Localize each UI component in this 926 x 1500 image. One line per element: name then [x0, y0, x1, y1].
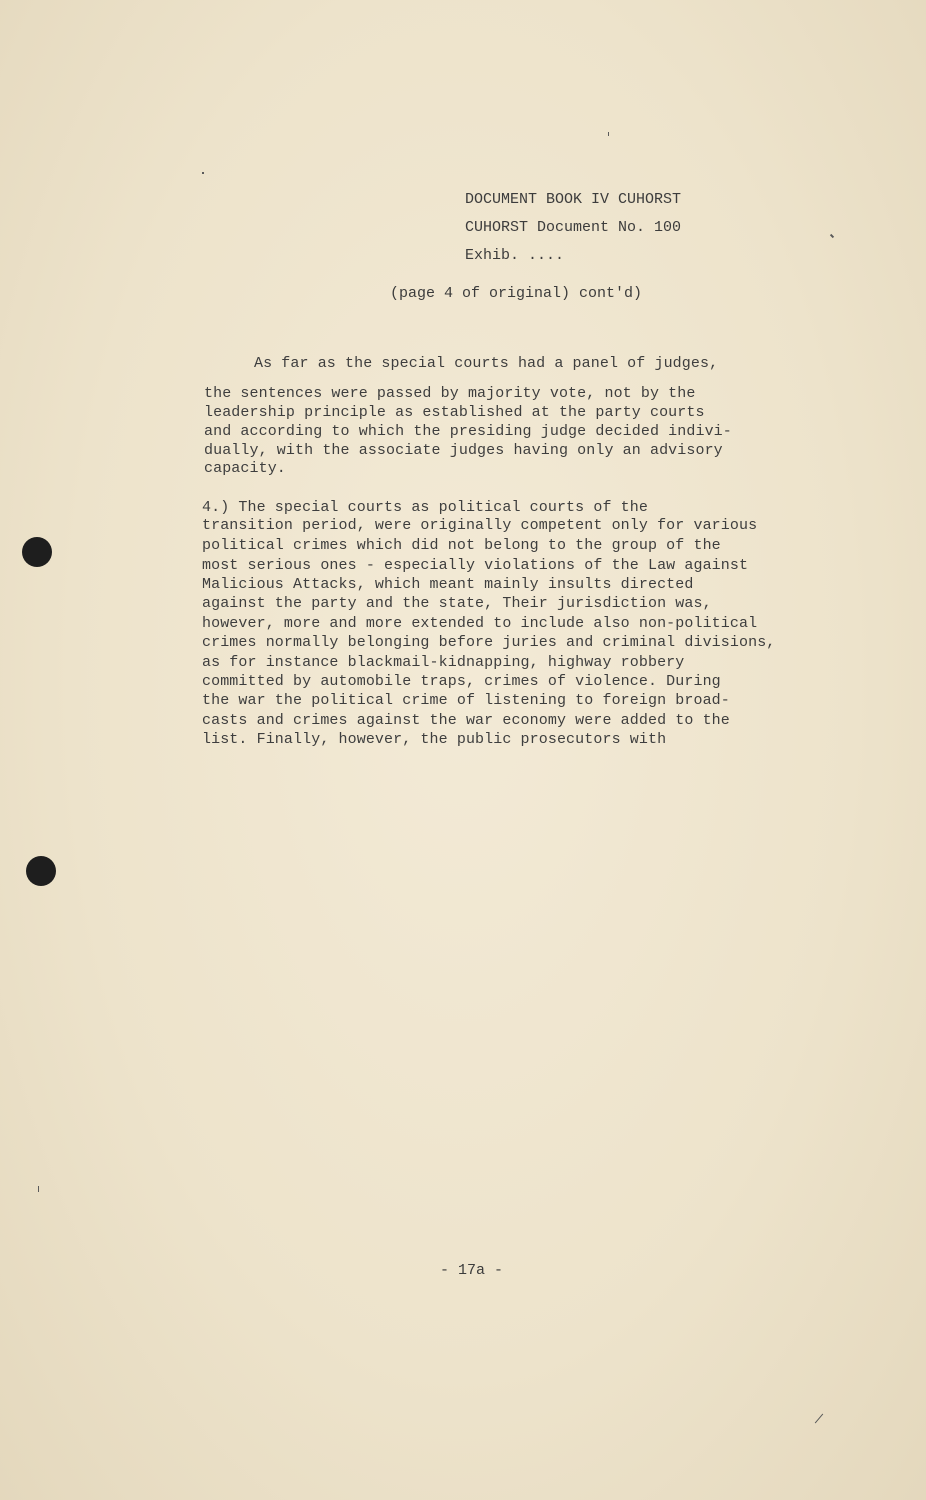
paragraph2-line: political crimes which did not belong to the group of the — [202, 537, 721, 554]
paragraph2-line: transition period, were originally competent only for various — [202, 517, 758, 534]
paragraph1-line: and according to which the presiding judge decided indivi- — [204, 423, 732, 440]
paragraph2-line: committed by automobile traps, crimes of violence. During — [202, 673, 721, 690]
page-continuation-note: (page 4 of original) cont'd) — [390, 285, 643, 302]
paragraph2-line: however, more and more extended to include also non-political — [202, 615, 758, 632]
paragraph2-line: as for instance blackmail-kidnapping, highway robbery — [202, 654, 685, 671]
paragraph1-line: As far as the special courts had a panel of judges, — [254, 355, 719, 372]
page-number: - 17a - — [440, 1262, 504, 1279]
paragraph2-line: the war the political crime of listening to foreign broad- — [202, 692, 730, 709]
scan-speck — [38, 1186, 39, 1192]
punch-hole — [22, 537, 52, 567]
scan-speck — [830, 234, 834, 238]
paragraph2-line: crimes normally belonging before juries and criminal divisions, — [202, 634, 776, 651]
paragraph1-line: leadership principle as established at the party courts — [204, 404, 705, 421]
paragraph1-line: capacity. — [204, 460, 286, 477]
paragraph2-line: most serious ones - especially violations of the Law against — [202, 557, 749, 574]
punch-hole — [26, 856, 56, 886]
header-document-number: CUHORST Document No. 100 — [465, 219, 682, 236]
scan-speck — [608, 132, 609, 136]
paragraph2-line: against the party and the state, Their jurisdiction was, — [202, 595, 712, 612]
paragraph2-line: Malicious Attacks, which meant mainly insults directed — [202, 576, 694, 593]
scan-speck — [815, 1414, 823, 1424]
paragraph1-line: dually, with the associate judges having only an advisory — [204, 442, 723, 459]
document-header — [465, 186, 765, 270]
header-exhibit: Exhib. .... — [465, 247, 565, 264]
paragraph2-line: 4.) The special courts as political courts of the — [202, 499, 648, 516]
header-book-title: DOCUMENT BOOK IV CUHORST — [465, 191, 682, 208]
paragraph2-line: casts and crimes against the war economy were added to the — [202, 712, 730, 729]
scan-speck — [202, 172, 204, 174]
paragraph2-line: list. Finally, however, the public prosecutors with — [202, 731, 667, 748]
paragraph1-line: the sentences were passed by majority vote, not by the — [204, 385, 696, 402]
